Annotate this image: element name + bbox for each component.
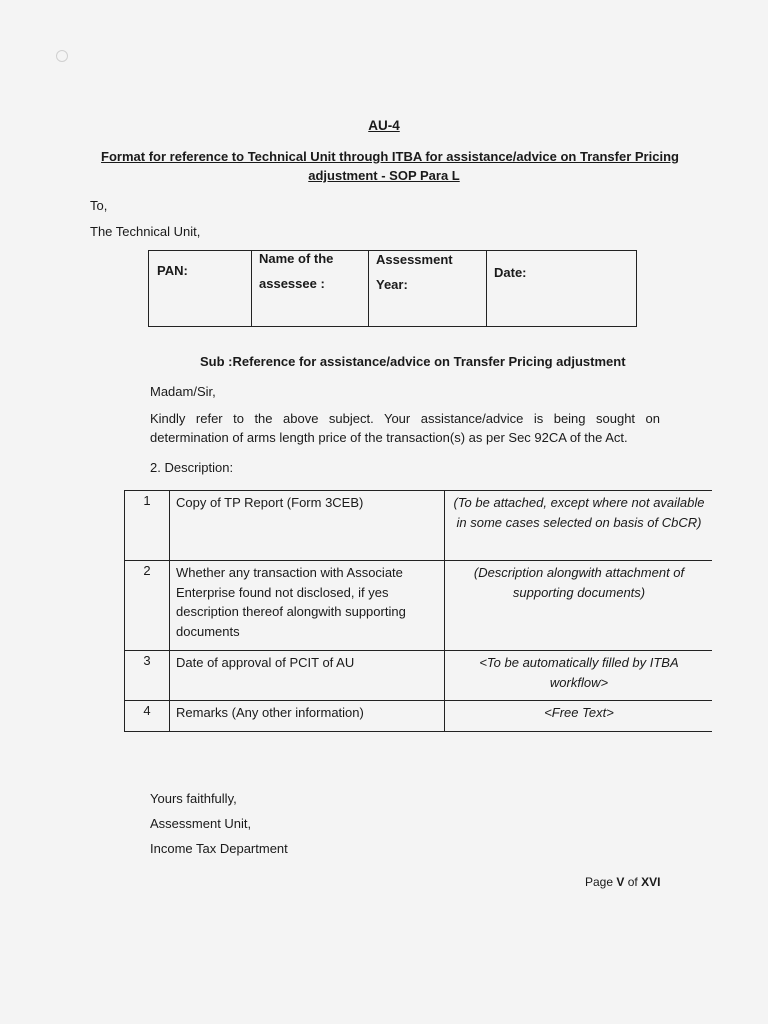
row-note: <To be automatically filled by ITBA workflow> [479,655,679,690]
page-current: V [616,875,625,889]
body-line1: Kindly refer to the above subject. Your assistance/advice is being sought on [150,411,660,426]
assessee-label-l1: Name of the [259,251,334,266]
pan-label: PAN: [157,263,188,278]
row-description: Date of approval of PCIT of AU [170,651,445,700]
description-table [124,490,712,732]
page-of: of [627,875,638,889]
row-note: (Description alongwith attachment of supporting documents) [473,565,685,600]
row-number: 4 [125,701,170,731]
row-description: Copy of TP Report (Form 3CEB) [170,491,445,560]
date-cell [487,251,636,326]
row-number: 1 [125,491,170,560]
assessment-year-cell [369,251,487,326]
row-description: Whether any transaction with Associate Enterprise found not disclosed, if yes description thereof alongwith supporting documents [170,561,445,650]
row-number: 3 [125,651,170,700]
signature-unit: Assessment Unit, [150,816,252,831]
scan-mark [56,50,68,62]
assessment-year-label-l2: Year: [376,277,408,292]
pan-cell [149,251,252,326]
page-prefix: Page [585,875,614,889]
signature-department: Income Tax Department [150,841,288,856]
subject-line: Sub :Reference for assistance/advice on Transfer Pricing adjustment [200,354,626,369]
doc-code: AU-4 [368,118,400,133]
date-label: Date: [494,265,527,280]
page-total: XVI [641,875,661,889]
row-number: 2 [125,561,170,650]
doc-title-line2: adjustment - SOP Para L [308,168,460,183]
row-note: (To be attached, except where not available in some cases selected on basis of CbCR) [453,495,705,530]
assessee-label-l2: assessee : [259,276,325,291]
header-table [148,250,637,327]
assessment-year-label-l1: Assessment [376,252,453,267]
to-label: To, [90,198,108,213]
page-number [585,875,660,889]
row-note: <Free Text> [544,705,614,720]
table-row [125,701,712,732]
closing: Yours faithfully, [150,791,237,806]
table-row [125,491,712,561]
assessee-cell [252,251,369,326]
salutation: Madam/Sir, [150,384,216,399]
doc-title-line1: Format for reference to Technical Unit through ITBA for assistance/advice on Transfer Pricing [101,149,679,164]
table-row [125,561,712,651]
description-heading: 2. Description: [150,460,234,475]
recipient: The Technical Unit, [90,224,201,239]
table-row [125,651,712,701]
body-line2: determination of arms length price of the transaction(s) as per Sec 92CA of the Act. [150,430,628,445]
row-description: Remarks (Any other information) [170,701,445,731]
